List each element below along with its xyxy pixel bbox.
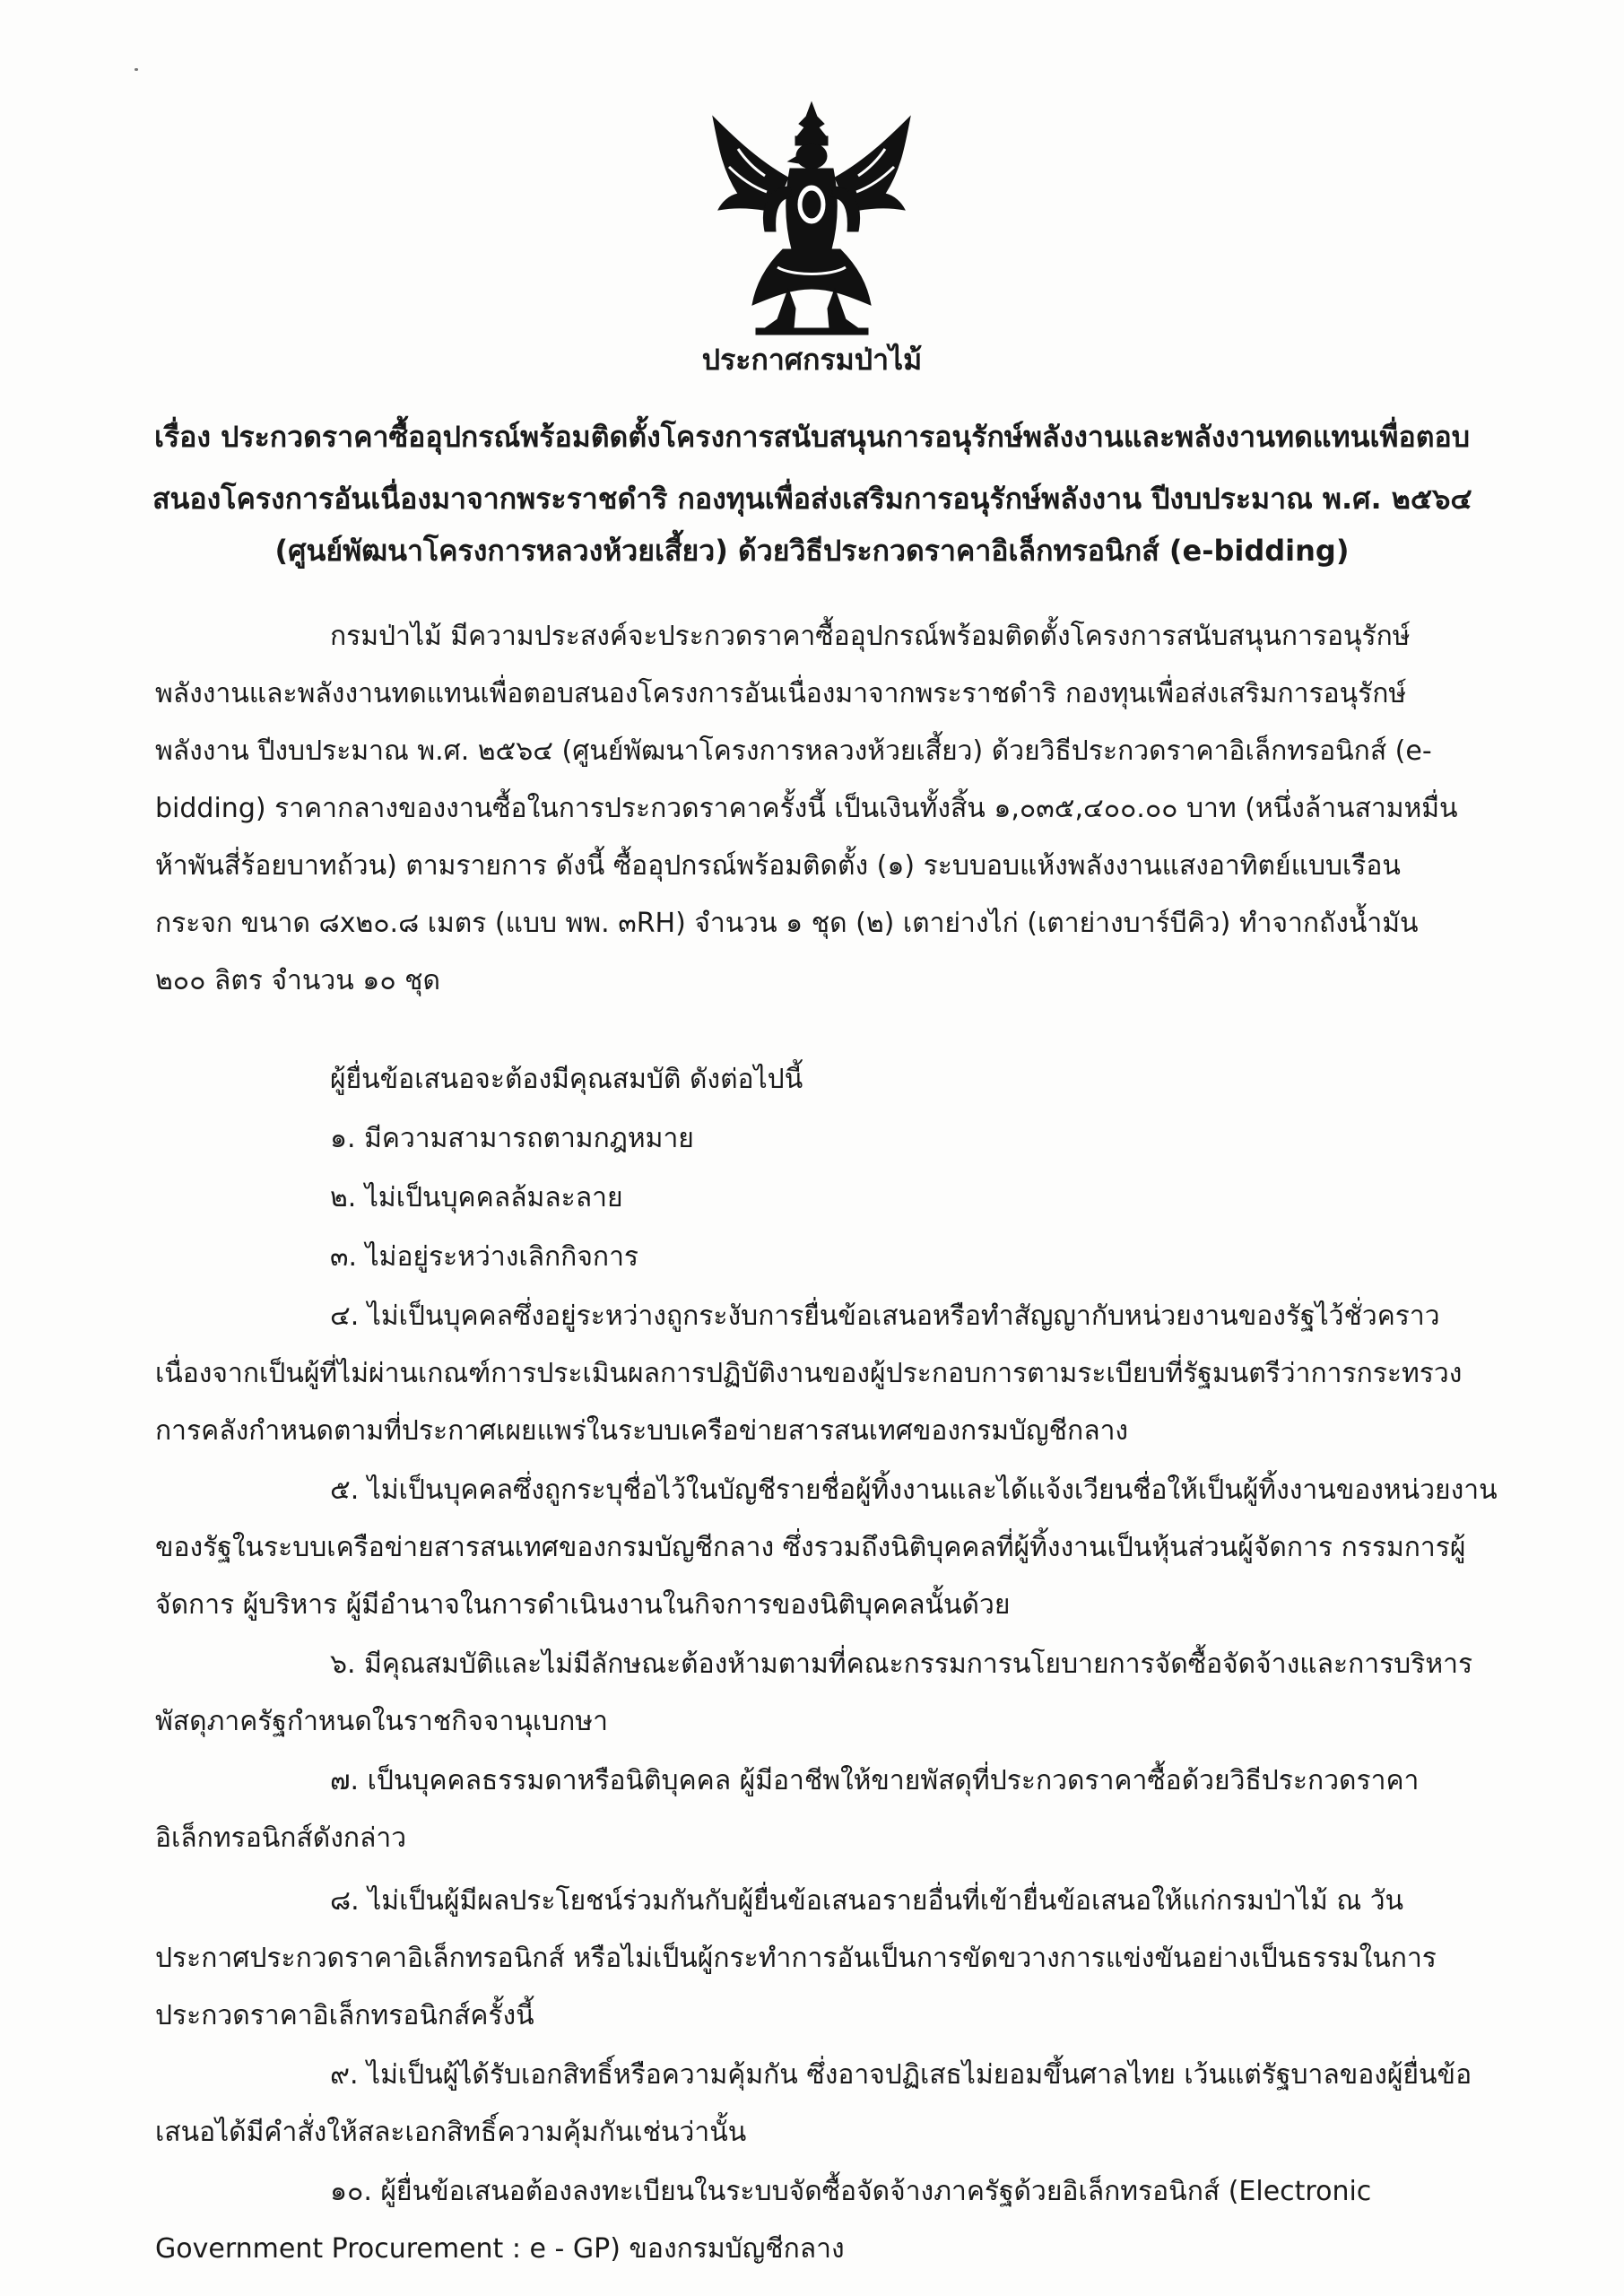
- qualification-item-9: ๙. ไม่เป็นผู้ได้รับเอกสิทธิ์หรือความคุ้มกัน ซึ่งอาจปฏิเสธไม่ยอมขึ้นศาลไทย เว้นแต่รัฐบาลของผู้ยื่นข้อ: [330, 2059, 1472, 2091]
- qualification-item-3: ๓. ไม่อยู่ระหว่างเลิกกิจการ: [330, 1241, 639, 1273]
- intro-line-2: พลังงานและพลังงานทดแทนเพื่อตอบสนองโครงการอันเนื่องมาจากพระราชดำริ กองทุนเพื่อส่งเสริมการอนุรักษ์: [155, 678, 1407, 709]
- qualifications-heading: ผู้ยื่นข้อเสนอจะต้องมีคุณสมบัติ ดังต่อไปนี้: [330, 1064, 803, 1095]
- intro-line-7: ๒๐๐ ลิตร จำนวน ๑๐ ชุด: [155, 965, 441, 996]
- qualification-item-10: ๑๐. ผู้ยื่นข้อเสนอต้องลงทะเบียนในระบบจัดซื้อจัดจ้างภาครัฐด้วยอิเล็กทรอนิกส์ (Electronic: [330, 2176, 1372, 2207]
- qualification-item-9-cont-1: เสนอได้มีคำสั่งให้สละเอกสิทธิ์ความคุ้มกันเช่นว่านั้น: [155, 2117, 747, 2148]
- qualification-item-7: ๗. เป็นบุคคลธรรมดาหรือนิติบุคคล ผู้มีอาชีพให้ขายพัสดุที่ประกวดราคาซื้อด้วยวิธีประกวดราคา: [330, 1765, 1420, 1796]
- subject-line-2: สนองโครงการอันเนื่องมาจากพระราชดำริ กองทุนเพื่อส่งเสริมการอนุรักษ์พลังงาน ปีงบประมาณ พ.ศ. ๒๕๖๔: [152, 482, 1472, 516]
- scan-speck: [135, 68, 138, 71]
- qualification-item-4-cont-1: เนื่องจากเป็นผู้ที่ไม่ผ่านเกณฑ์การประเมินผลการปฏิบัติงานของผู้ประกอบการตามระเบียบที่รัฐมนตรีว่าการกระทรวง: [155, 1358, 1463, 1389]
- qualification-item-8: ๘. ไม่เป็นผู้มีผลประโยชน์ร่วมกันกับผู้ยื่นข้อเสนอรายอื่นที่เข้ายื่นข้อเสนอให้แก่กรมป่าไม้ ณ วัน: [330, 1885, 1404, 1917]
- subject-line-1: เรื่อง ประกวดราคาซื้ออุปกรณ์พร้อมติดตั้งโครงการสนับสนุนการอนุรักษ์พลังงานและพลังงานทดแทนเพื่อตอบ: [154, 420, 1470, 454]
- intro-line-1: กรมป่าไม้ มีความประสงค์จะประกวดราคาซื้ออุปกรณ์พร้อมติดตั้งโครงการสนับสนุนการอนุรักษ์: [330, 621, 1411, 652]
- garuda-emblem-icon: [702, 97, 922, 339]
- qualification-item-6: ๖. มีคุณสมบัติและไม่มีลักษณะต้องห้ามตามที่คณะกรรมการนโยบายการจัดซื้อจัดจ้างและการบริหาร: [330, 1648, 1473, 1680]
- qualification-item-8-cont-1: ประกาศประกวดราคาอิเล็กทรอนิกส์ หรือไม่เป็นผู้กระทำการอันเป็นการขัดขวางการแข่งขันอย่างเป็นธรรมในการ: [155, 1943, 1437, 1974]
- qualification-item-6-cont-1: พัสดุภาครัฐกำหนดในราชกิจจานุเบกษา: [155, 1706, 608, 1737]
- subject-line-3: (ศูนย์พัฒนาโครงการหลวงห้วยเสี้ยว) ด้วยวิธีประกวดราคาอิเล็กทรอนิกส์ (e-bidding): [274, 534, 1350, 568]
- qualification-item-8-cont-2: ประกวดราคาอิเล็กทรอนิกส์ครั้งนี้: [155, 2000, 534, 2031]
- intro-line-4: bidding) ราคากลางของงานซื้อในการประกวดราคาครั้งนี้ เป็นเงินทั้งสิ้น ๑,๐๓๕,๔๐๐.๐๐ บาท (หนึ่งล้านสามหมื่น: [155, 793, 1458, 824]
- qualification-item-5: ๕. ไม่เป็นบุคคลซึ่งถูกระบุชื่อไว้ในบัญชีรายชื่อผู้ทิ้งงานและได้แจ้งเวียนชื่อให้เป็นผู้ทิ้งงานของหน่วยงาน: [330, 1474, 1498, 1506]
- qualification-item-1: ๑. มีความสามารถตามกฎหมาย: [330, 1123, 694, 1154]
- intro-line-3: พลังงาน ปีงบประมาณ พ.ศ. ๒๕๖๔ (ศูนย์พัฒนาโครงการหลวงห้วยเสี้ยว) ด้วยวิธีประกวดราคาอิเล็กทรอนิกส์ (e-: [155, 735, 1432, 767]
- announcer-title: ประกาศกรมป่าไม้: [701, 343, 923, 377]
- qualification-item-2: ๒. ไม่เป็นบุคคลล้มละลาย: [330, 1182, 623, 1213]
- qualification-item-7-cont-1: อิเล็กทรอนิกส์ดังกล่าว: [155, 1822, 407, 1854]
- qualification-item-10-cont-1: Government Procurement : e - GP) ของกรมบัญชีกลาง: [155, 2233, 845, 2265]
- intro-line-5: ห้าพันสี่ร้อยบาทถ้วน) ตามรายการ ดังนี้ ซื้ออุปกรณ์พร้อมติดตั้ง (๑) ระบบอบแห้งพลังงานแสงอาทิตย์แบบเรือน: [155, 850, 1401, 882]
- qualification-item-4: ๔. ไม่เป็นบุคคลซึ่งอยู่ระหว่างถูกระงับการยื่นข้อเสนอหรือทำสัญญากับหน่วยงานของรัฐไว้ชั่วคราว: [330, 1300, 1440, 1332]
- qualification-item-4-cont-2: การคลังกำหนดตามที่ประกาศเผยแพร่ในระบบเครือข่ายสารสนเทศของกรมบัญชีกลาง: [155, 1415, 1129, 1447]
- qualification-item-5-cont-2: จัดการ ผู้บริหาร ผู้มีอำนาจในการดำเนินงานในกิจการของนิติบุคคลนั้นด้วย: [155, 1589, 1011, 1621]
- qualification-item-5-cont-1: ของรัฐในระบบเครือข่ายสารสนเทศของกรมบัญชีกลาง ซึ่งรวมถึงนิติบุคคลที่ผู้ทิ้งงานเป็นหุ้นส่วนผู้จัดการ กรรมการผู้: [155, 1532, 1466, 1563]
- intro-line-6: กระจก ขนาด ๘x๒๐.๘ เมตร (แบบ พพ. ๓RH) จำนวน ๑ ชุด (๒) เตาย่างไก่ (เตาย่างบาร์บีคิว) ทำจากถังน้ำมัน: [155, 908, 1419, 939]
